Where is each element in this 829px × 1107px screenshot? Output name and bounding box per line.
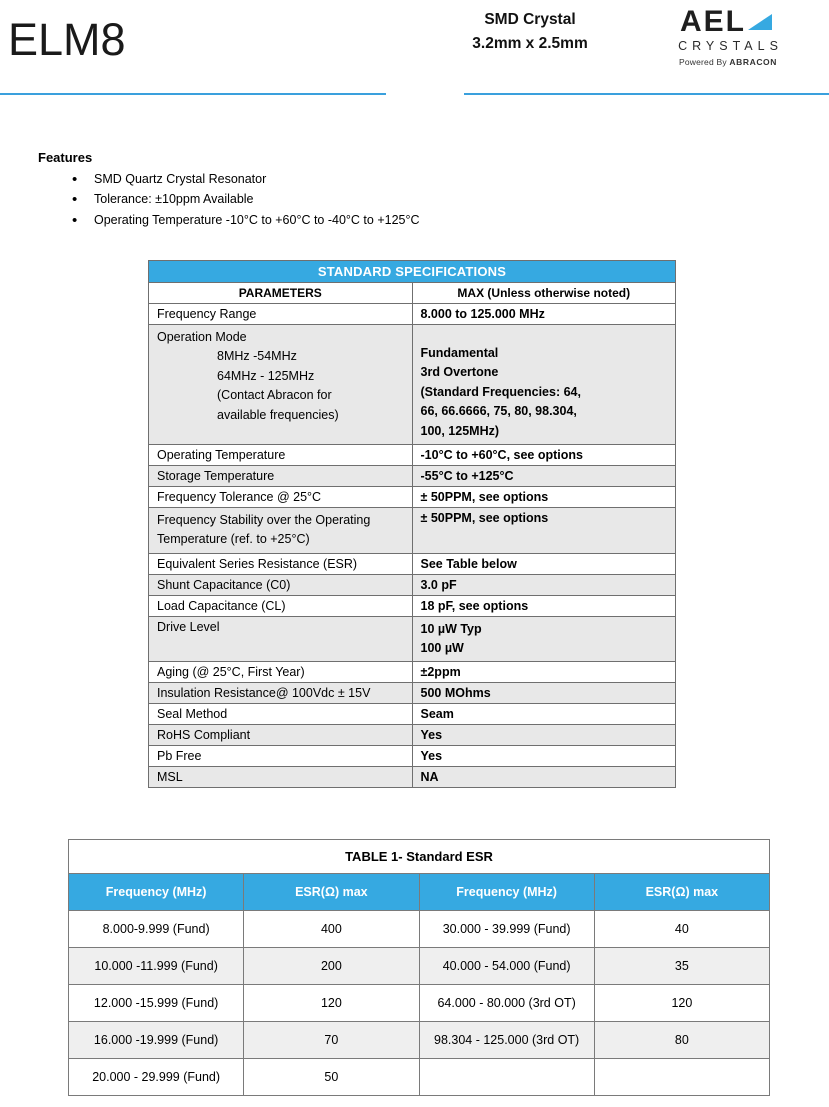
- table-row: [149, 683, 676, 704]
- table-row: [149, 444, 676, 465]
- row-parameter: Frequency Range: [149, 304, 413, 325]
- cell-esr-2: [594, 1059, 769, 1096]
- row-parameter: Aging (@ 25°C, First Year): [149, 662, 413, 683]
- cell-esr-1: 50: [244, 1059, 419, 1096]
- table-row: [149, 616, 676, 662]
- table-title-row: [69, 840, 770, 874]
- cell-esr-2: 80: [594, 1022, 769, 1059]
- column-header-esr-2: ESR(Ω) max: [594, 874, 769, 911]
- row-parameter-line: 8MHz -54MHz: [217, 349, 297, 364]
- table-row: [69, 985, 770, 1022]
- row-value: -10°C to +60°C, see options: [412, 444, 676, 465]
- page-header: [0, 0, 829, 95]
- standard-specifications-table: [148, 260, 676, 788]
- cell-esr-2: 35: [594, 948, 769, 985]
- table-row: [149, 486, 676, 507]
- column-header-parameters: PARAMETERS: [149, 283, 413, 304]
- cell-esr-1: 400: [244, 911, 419, 948]
- list-item: • Tolerance: ±10ppm Available: [94, 189, 638, 209]
- row-parameter: Pb Free: [149, 746, 413, 767]
- row-parameter: Equivalent Series Resistance (ESR): [149, 553, 413, 574]
- row-parameter: RoHS Compliant: [149, 725, 413, 746]
- row-value-line: (Standard Frequencies: 64,: [420, 384, 581, 399]
- swoosh-icon: [746, 10, 776, 34]
- logo-letter-e: E: [703, 5, 723, 38]
- row-value: [412, 325, 676, 445]
- features-heading: Features: [38, 150, 93, 165]
- row-parameter: Load Capacitance (CL): [149, 595, 413, 616]
- row-value-line: 100 µW: [420, 641, 464, 655]
- row-parameter: Frequency Tolerance @ 25°C: [149, 486, 413, 507]
- row-parameter: Operating Temperature: [149, 444, 413, 465]
- column-header-esr-1: ESR(Ω) max: [244, 874, 419, 911]
- row-value: Yes: [412, 746, 676, 767]
- row-value: [412, 616, 676, 662]
- row-parameter: Drive Level: [149, 616, 413, 662]
- table-row: [149, 574, 676, 595]
- row-parameter-line: available frequencies): [217, 407, 339, 422]
- powered-brand: ABRACON: [729, 57, 778, 67]
- cell-frequency-2: 98.304 - 125.000 (3rd OT): [419, 1022, 594, 1059]
- row-parameter: Seal Method: [149, 704, 413, 725]
- esr-table-title: TABLE 1- Standard ESR: [69, 840, 770, 874]
- row-value: Seam: [412, 704, 676, 725]
- row-value: ± 50PPM, see options: [412, 507, 676, 553]
- row-parameter: [149, 325, 413, 445]
- logo-subtitle: CRYSTALS: [678, 39, 783, 53]
- features-section: [38, 150, 638, 230]
- logo-letter-l: L: [725, 5, 743, 38]
- product-description: [400, 8, 660, 56]
- table-row: [69, 911, 770, 948]
- row-value-line: 10 µW Typ: [420, 621, 482, 636]
- cell-frequency-2: [419, 1059, 594, 1096]
- row-value-line: 66, 66.6666, 75, 80, 98.304,: [420, 404, 577, 419]
- column-header-max: MAX (Unless otherwise noted): [412, 283, 676, 304]
- logo-powered-by: [633, 57, 823, 67]
- row-parameter-line: (Contact Abracon for: [217, 388, 332, 403]
- product-size: 3.2mm x 2.5mm: [472, 35, 588, 53]
- row-value-line: 3rd Overtone: [420, 365, 499, 380]
- cell-frequency-2: 30.000 - 39.999 (Fund): [419, 911, 594, 948]
- table-row: [149, 553, 676, 574]
- row-value: Yes: [412, 725, 676, 746]
- row-parameter: MSL: [149, 767, 413, 788]
- row-value: 18 pF, see options: [412, 595, 676, 616]
- row-value: 500 MOhms: [412, 683, 676, 704]
- cell-frequency-1: 20.000 - 29.999 (Fund): [69, 1059, 244, 1096]
- row-value: -55°C to +125°C: [412, 465, 676, 486]
- company-logo: [633, 6, 823, 67]
- row-parameter: Shunt Capacitance (C0): [149, 574, 413, 595]
- logo-letter-a: A: [679, 5, 701, 38]
- column-header-frequency-2: Frequency (MHz): [419, 874, 594, 911]
- row-value: ±2ppm: [412, 662, 676, 683]
- row-parameter: Insulation Resistance@ 100Vdc ± 15V: [149, 683, 413, 704]
- row-value: ± 50PPM, see options: [412, 486, 676, 507]
- cell-frequency-2: 64.000 - 80.000 (3rd OT): [419, 985, 594, 1022]
- table-row: [149, 465, 676, 486]
- cell-frequency-2: 40.000 - 54.000 (Fund): [419, 948, 594, 985]
- row-value: NA: [412, 767, 676, 788]
- row-value: 3.0 pF: [412, 574, 676, 595]
- table-row: [69, 1059, 770, 1096]
- table-row: [149, 507, 676, 553]
- cell-esr-1: 200: [244, 948, 419, 985]
- table-header-row: [69, 874, 770, 911]
- row-parameter-line: Temperature (ref. to +25°C): [157, 532, 310, 547]
- table-row: [149, 767, 676, 788]
- cell-esr-1: 120: [244, 985, 419, 1022]
- cell-esr-2: 40: [594, 911, 769, 948]
- table-title-row: [149, 261, 676, 283]
- table-row: [149, 704, 676, 725]
- table-row: [69, 1022, 770, 1059]
- row-parameter-title: Operation Mode: [157, 330, 247, 344]
- table-header-row: [149, 283, 676, 304]
- table-row: [149, 662, 676, 683]
- row-parameter-line: Frequency Stability over the Operating: [157, 512, 371, 527]
- spec-table-title: STANDARD SPECIFICATIONS: [149, 261, 676, 283]
- table-row: [69, 948, 770, 985]
- row-parameter-line: 64MHz - 125MHz: [217, 368, 315, 383]
- row-value-line: Fundamental: [420, 346, 499, 360]
- features-list: [38, 169, 638, 230]
- row-value: See Table below: [412, 553, 676, 574]
- cell-frequency-1: 12.000 -15.999 (Fund): [69, 985, 244, 1022]
- row-parameter: Storage Temperature: [149, 465, 413, 486]
- powered-prefix: Powered By: [678, 57, 730, 67]
- cell-frequency-1: 10.000 -11.999 (Fund): [69, 948, 244, 985]
- logo-wordmark: [633, 6, 823, 38]
- table-row: [149, 325, 676, 445]
- table-row: [149, 725, 676, 746]
- column-header-frequency-1: Frequency (MHz): [69, 874, 244, 911]
- standard-esr-table: [68, 839, 770, 1096]
- cell-esr-1: 70: [244, 1022, 419, 1059]
- row-parameter: [149, 507, 413, 553]
- cell-esr-2: 120: [594, 985, 769, 1022]
- row-value: 8.000 to 125.000 MHz: [412, 304, 676, 325]
- row-value-line: 100, 125MHz): [420, 423, 500, 438]
- table-row: [149, 746, 676, 767]
- table-row: [149, 595, 676, 616]
- cell-frequency-1: 8.000-9.999 (Fund): [69, 911, 244, 948]
- list-item: • SMD Quartz Crystal Resonator: [94, 169, 638, 189]
- header-divider-gap: [386, 91, 464, 97]
- cell-frequency-1: 16.000 -19.999 (Fund): [69, 1022, 244, 1059]
- table-row: [149, 304, 676, 325]
- page-title: ELM8: [8, 14, 126, 65]
- list-item: • Operating Temperature -10°C to +60°C to -40°C to +125°C: [94, 210, 638, 230]
- product-type: SMD Crystal: [484, 11, 576, 28]
